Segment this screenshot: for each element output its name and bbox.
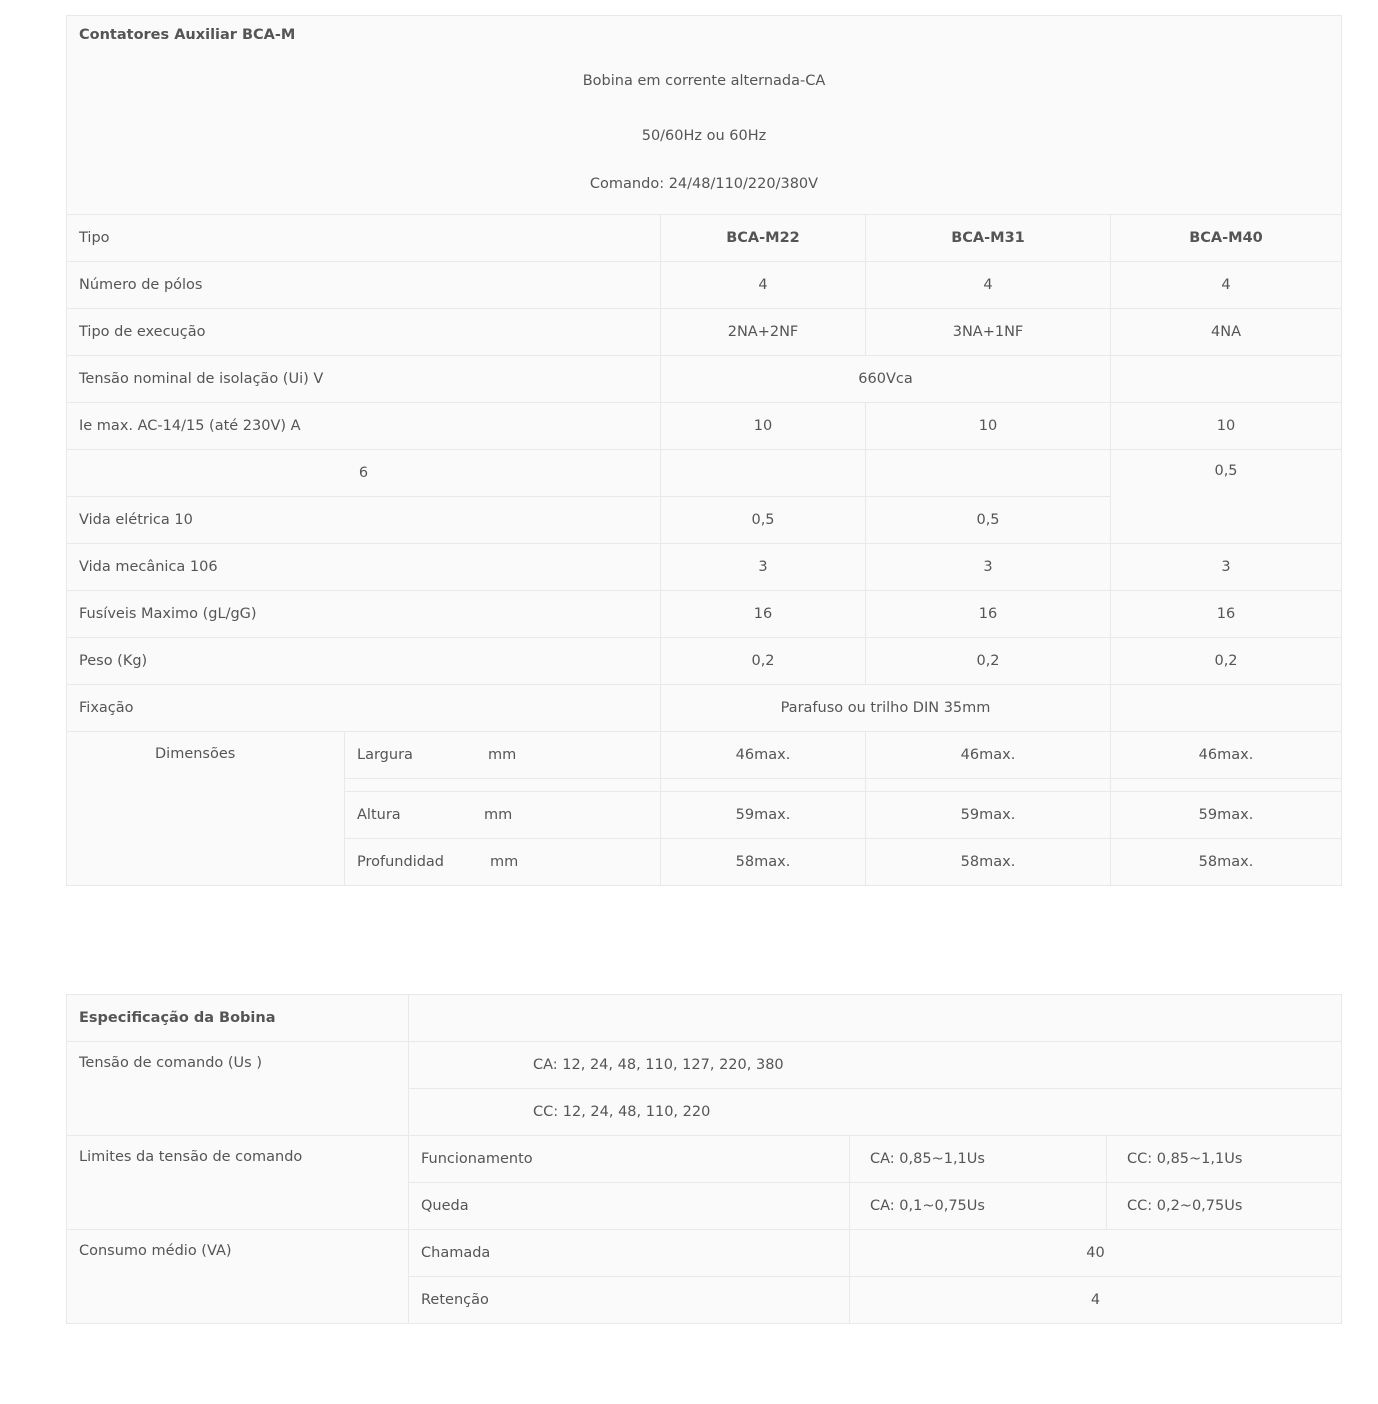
cell-value: 4 — [661, 262, 866, 309]
cell-value: 46max. — [866, 732, 1111, 779]
table-row — [67, 732, 1342, 779]
table-row — [67, 995, 1342, 1042]
row-label: Número de pólos — [67, 262, 661, 309]
cell-value: 59max. — [661, 792, 866, 839]
cell-value: 4 — [850, 1277, 1342, 1324]
bobina-table — [66, 994, 1342, 1324]
cell-value: 660Vca — [661, 356, 1111, 403]
empty-cell — [866, 779, 1111, 792]
cell-value: CC: 12, 24, 48, 110, 220 — [409, 1089, 1342, 1136]
cell-value: 10 — [866, 403, 1111, 450]
dim-unit: mm — [490, 854, 519, 870]
cell-value: Parafuso ou trilho DIN 35mm — [661, 685, 1111, 732]
cell-value: 0,2 — [1111, 638, 1342, 685]
cell-value: 16 — [661, 591, 866, 638]
empty-cell — [345, 779, 661, 792]
header-line-frequencia: 50/60Hz ou 60Hz — [641, 128, 767, 144]
cell-value: 0,5 — [1111, 450, 1342, 544]
table-row — [67, 356, 1342, 403]
cell-value: 4 — [866, 262, 1111, 309]
cell-value: 40 — [850, 1230, 1342, 1277]
sub-label: Funcionamento — [409, 1136, 850, 1183]
table-title: Contatores Auxiliar BCA-M — [79, 27, 296, 43]
dim-label-cell — [345, 839, 661, 886]
header-line-bobina: Bobina em corrente alternada-CA — [582, 73, 826, 89]
cell-value: 4NA — [1111, 309, 1342, 356]
table-row — [67, 591, 1342, 638]
cell-value: 59max. — [1111, 792, 1342, 839]
row-label: Tensão de comando (Us ) — [67, 1042, 409, 1136]
cell-value: 58max. — [661, 839, 866, 886]
model-header: BCA-M40 — [1111, 215, 1342, 262]
cell-value: 46max. — [661, 732, 866, 779]
row-label: Dimensões — [67, 732, 345, 886]
dim-label-cell — [345, 792, 661, 839]
table-row — [67, 1230, 1342, 1277]
table-header-cell — [67, 16, 1342, 215]
cell-value: 6 — [67, 450, 661, 497]
table-row — [67, 262, 1342, 309]
table-row — [67, 309, 1342, 356]
row-label: Tensão nominal de isolação (Ui) V — [67, 356, 661, 403]
sub-label: Chamada — [409, 1230, 850, 1277]
row-label: Tipo — [67, 215, 661, 262]
table-row — [67, 215, 1342, 262]
cell-value: 3 — [1111, 544, 1342, 591]
cell-value: 0,5 — [661, 497, 866, 544]
table-row — [67, 403, 1342, 450]
dim-unit: mm — [484, 807, 513, 823]
sub-label: Retenção — [409, 1277, 850, 1324]
cell-value: 0,2 — [661, 638, 866, 685]
cell-value: 46max. — [1111, 732, 1342, 779]
dim-label: Altura — [357, 807, 401, 823]
empty-cell — [661, 779, 866, 792]
cell-value: CA: 0,85~1,1Us — [850, 1136, 1107, 1183]
table-row — [67, 450, 1342, 497]
row-label: Tipo de execução — [67, 309, 661, 356]
table-title: Especificação da Bobina — [67, 995, 409, 1042]
cell-value: CA: 0,1~0,75Us — [850, 1183, 1107, 1230]
cell-value: CC: 0,85~1,1Us — [1107, 1136, 1342, 1183]
cell-value: 3NA+1NF — [866, 309, 1111, 356]
cell-value: 58max. — [866, 839, 1111, 886]
sub-label: Queda — [409, 1183, 850, 1230]
dim-label-cell — [345, 732, 661, 779]
row-label: Vida elétrica 10 — [67, 497, 661, 544]
row-label: Consumo médio (VA) — [67, 1230, 409, 1324]
cell-value: 10 — [1111, 403, 1342, 450]
table-row — [67, 638, 1342, 685]
table-row — [67, 685, 1342, 732]
row-label: Peso (Kg) — [67, 638, 661, 685]
row-label: Fixação — [67, 685, 661, 732]
empty-cell — [1111, 685, 1342, 732]
model-header: BCA-M22 — [661, 215, 866, 262]
contatores-table — [66, 15, 1342, 886]
dim-unit: mm — [488, 747, 517, 763]
header-line-comando: Comando: 24/48/110/220/380V — [589, 176, 819, 192]
cell-value: 58max. — [1111, 839, 1342, 886]
cell-value: 59max. — [866, 792, 1111, 839]
cell-value: CA: 12, 24, 48, 110, 127, 220, 380 — [409, 1042, 1342, 1089]
cell-value: 16 — [866, 591, 1111, 638]
empty-cell — [1111, 356, 1342, 403]
dim-label: Profundidad — [357, 854, 445, 870]
cell-value: 2NA+2NF — [661, 309, 866, 356]
row-label: Vida mecânica 106 — [67, 544, 661, 591]
row-label: Fusíveis Maximo (gL/gG) — [67, 591, 661, 638]
table-row — [67, 1136, 1342, 1183]
empty-cell — [866, 450, 1111, 497]
cell-value: 4 — [1111, 262, 1342, 309]
empty-cell — [1111, 779, 1342, 792]
cell-value: 3 — [866, 544, 1111, 591]
row-label: Ie max. AC-14/15 (até 230V) A — [67, 403, 661, 450]
cell-value: 16 — [1111, 591, 1342, 638]
table-row — [67, 1042, 1342, 1089]
cell-value: 10 — [661, 403, 866, 450]
cell-value: CC: 0,2~0,75Us — [1107, 1183, 1342, 1230]
dim-label: Largura — [357, 747, 413, 763]
empty-cell — [661, 450, 866, 497]
model-header: BCA-M31 — [866, 215, 1111, 262]
cell-value: 0,2 — [866, 638, 1111, 685]
table-row — [67, 544, 1342, 591]
cell-value: 3 — [661, 544, 866, 591]
cell-value: 0,5 — [866, 497, 1111, 544]
empty-cell — [409, 995, 1342, 1042]
row-label: Limites da tensão de comando — [67, 1136, 409, 1230]
